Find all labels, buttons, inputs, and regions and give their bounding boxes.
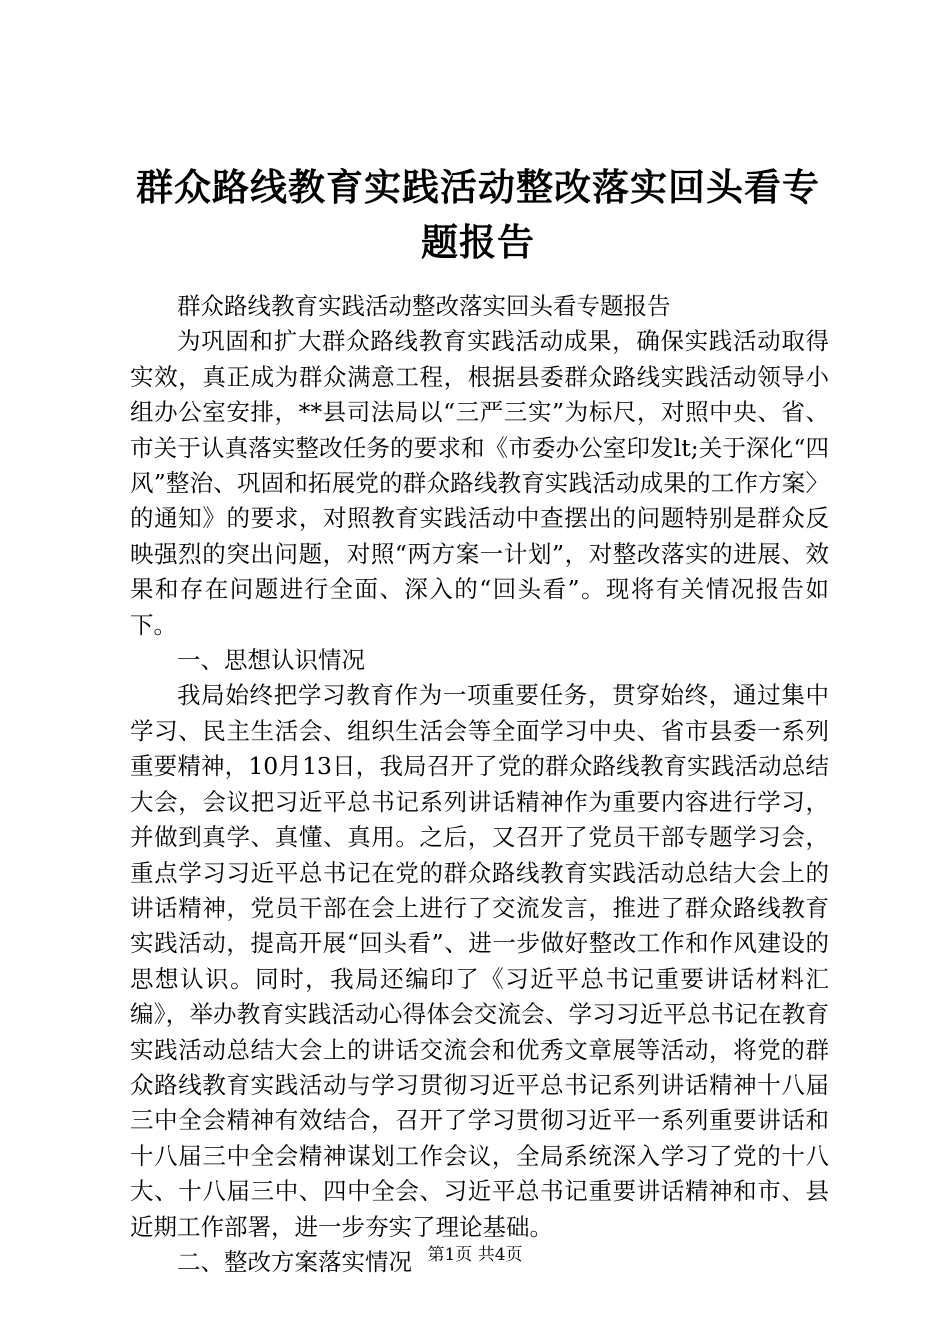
section-heading-2: 二、整改方案落实情况 (177, 1247, 412, 1276)
intro-paragraph: 为巩固和扩大群众路线教育实践活动成果，确保实践活动取得实效，真正成为群众满意工程，根据县委群众路线实践活动领导小组办公室安排，**县司法局以“三严三实”为标尺，对照中央、省、市关于认真落实整改任务的要求和《市委办公室印发lt;关于深化“四风”整治、巩固和拓展党的群众路线教育实践活动成果的工作方案〉的通知》的要求，对照教育实践活动中查摆出的问题特别是群众反映强烈的突出问题，对照“两方案一计划”，对整改落实的进展、效果和存在问题进行全面、深入的“回头看”。现将有关情况报告如下。 (130, 327, 829, 639)
page-title: 群众路线教育实践活动整改落实回头看专题报告 (136, 166, 820, 264)
document-body (130, 289, 829, 1280)
subtitle-paragraph: 群众路线教育实践活动整改落实回头看专题报告 (177, 292, 671, 320)
page-number-footer: 第1页 共4页 (427, 1245, 523, 1265)
section-1-paragraph: 我局始终把学习教育作为一项重要任务，贯穿始终，通过集中学习、民主生活会、组织生活会等全面学习中央、省市县委一系列重要精神，10月13日，我局召开了党的群众路线教育实践活动总结大会，会议把习近平总书记系列讲话精神作为重要内容进行学习，并做到真学、真懂、真用。之后，又召开了党员干部专题学习会，重点学习习近平总书记在党的群众路线教育实践活动总结大会上的讲话精神，党员干部在会上进行了交流发言，推进了群众路线教育实践活动，提高开展“回头看”、进一步做好整改工作和作风建设的思想认识。同时，我局还编印了《习近平总书记重要讲话材料汇编》，举办教育实践活动心得体会交流会、学习习近平总书记在教育实践活动总结大会上的讲话交流会和优秀文章展等活动，将党的群众路线教育实践活动与学习贯彻习近平总书记系列讲话精神十八届三中全会精神有效结合，召开了学习贯彻习近平一系列重要讲话和十八届三中全会精神谋划工作会议，全局系统深入学习了党的十八大、十八届三中、四中全会、习近平总书记重要讲话精神和市、县近期工作部署，进一步夯实了理论基础。 (130, 681, 829, 1241)
section-heading-1: 一、思想认识情况 (177, 646, 365, 675)
